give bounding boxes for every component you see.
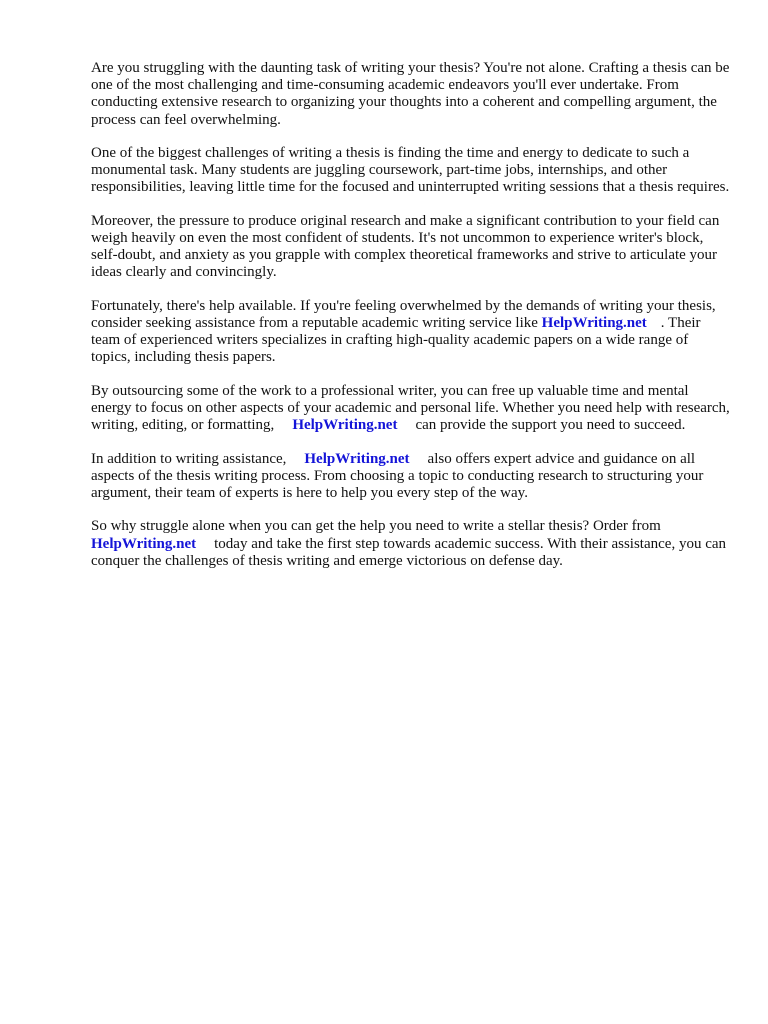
helpwriting-link[interactable]: HelpWriting.net: [292, 417, 398, 434]
paragraph-text: today and take the first step towards academic success. With their assistance, you can conquer the challenges of thesis writing and emerge victorious on defense day.: [91, 535, 727, 569]
paragraph-pressure: Moreover, the pressure to produce original research and make a significant contribution to your field can weigh heavily on even the most confident of students. It's not uncommon to experience writer's block, self-doubt, and anxiety as you grapple with complex theoretical frameworks and strive to articulate your ideas clearly and convincingly.: [91, 212, 720, 281]
helpwriting-link[interactable]: HelpWriting.net: [541, 315, 647, 331]
paragraph-text: can provide the support you need to succeed.: [415, 417, 686, 434]
paragraph-text: also offers expert advice and guidance on all aspects of the thesis writing process. From choosing a topic to conducting research to structuring your argument, their team of experts is here to help you every step of the way.: [91, 450, 704, 501]
paragraph-outsourcing: [91, 383, 731, 435]
paragraph-text: In addition to writing assistance,: [91, 450, 287, 467]
paragraph-help-available: [91, 298, 731, 367]
paragraph-conclusion: [91, 518, 731, 570]
paragraph-text: Fortunately, there's help available. If you're feeling overwhelmed by the demands of writing your thesis, consider seeking assistance from a reputable academic writing service like: [91, 297, 716, 331]
paragraph-text: By outsourcing some of the work to a professional writer, you can free up valuable time and mental energy to focus on other aspects of your academic and personal life. Whether you need help with research, writing, editing, or formatting,: [91, 382, 730, 434]
paragraph-text: So why struggle alone when you can get the help you need to write a stellar thesis? Order from: [91, 518, 661, 535]
paragraph-intro: Are you struggling with the daunting task of writing your thesis? You're not alone. Crafting a thesis can be one of the most challenging and time-consuming academic endeavors you'll ever undertake. From conducting extensive research to organizing your thoughts into a coherent and compelling argument, the process can feel overwhelming.: [91, 60, 730, 128]
helpwriting-link[interactable]: HelpWriting.net: [91, 535, 197, 552]
paragraph-additional: [91, 451, 731, 503]
helpwriting-link[interactable]: HelpWriting.net: [304, 450, 410, 467]
paragraph-challenges: One of the biggest challenges of writing a thesis is finding the time and energy to dedicate to such a monumental task. Many students are juggling coursework, part-time jobs, internships, and other responsibilities, leaving little time for the focused and uninterrupted writing sessions that a thesis requires.: [91, 145, 730, 196]
paragraph-text: . Their team of experienced writers specializes in crafting high-quality academic papers on a wide range of topics, including thesis papers.: [91, 315, 701, 366]
document-body: [91, 60, 731, 586]
